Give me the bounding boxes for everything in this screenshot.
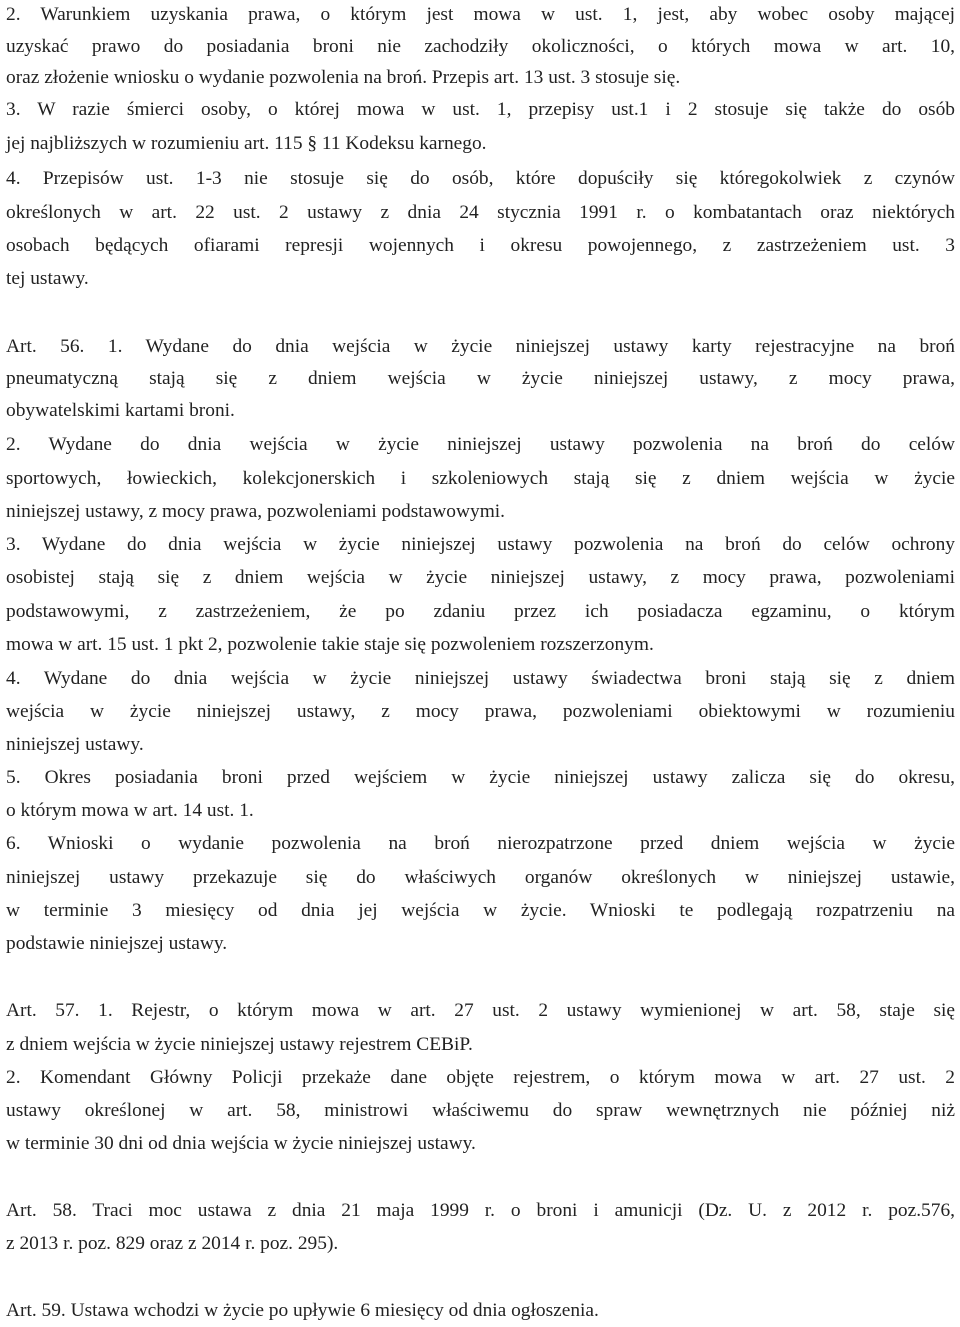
text-line: pneumatyczną stają się z dniem wejścia w życie niniejszej ustawy, z mocy prawa, xyxy=(6,368,955,389)
text-line: obywatelskimi kartami broni. xyxy=(6,400,235,421)
text-line: w terminie 30 dni od dnia wejścia w życie niniejszej ustawy. xyxy=(6,1133,476,1154)
text-line: osobach będących ofiarami represji wojennych i okresu powojennego, z zastrzeżeniem ust. 3 xyxy=(6,235,955,256)
text-line: Art. 57. 1. Rejestr, o którym mowa w art. 27 ust. 2 ustawy wymienionej w art. 58, staje się xyxy=(6,1000,955,1021)
text-line: 5. Okres posiadania broni przed wejściem w życie niniejszej ustawy zalicza się do okresu, xyxy=(6,767,955,788)
text-line: 4. Przepisów ust. 1-3 nie stosuje się do osób, które dopuściły się któregokolwiek z czynów xyxy=(6,168,955,189)
text-line: o którym mowa w art. 14 ust. 1. xyxy=(6,800,254,821)
text-line: sportowych, łowieckich, kolekcjonerskich i szkoleniowych stają się z dniem wejścia w życie xyxy=(6,468,955,489)
text-line: podstawowymi, z zastrzeżeniem, że po zdaniu przez ich posiadacza egzaminu, o którym xyxy=(6,601,955,622)
text-line: niniejszej ustawy, z mocy prawa, pozwoleniami podstawowymi. xyxy=(6,501,506,522)
text-line: z 2013 r. poz. 829 oraz z 2014 r. poz. 295). xyxy=(6,1233,339,1254)
text-line: Art. 58. Traci moc ustawa z dnia 21 maja 1999 r. o broni i amunicji (Dz. U. z 2012 r. poz.576, xyxy=(6,1200,955,1221)
text-line: 3. Wydane do dnia wejścia w życie niniejszej ustawy pozwolenia na broń do celów ochrony xyxy=(6,534,955,555)
text-line: 3. W razie śmierci osoby, o której mowa w ust. 1, przepisy ust.1 i 2 stosuje się także do osób xyxy=(6,99,955,120)
text-line: niniejszej ustawy przekazuje się do właściwych organów określonych w niniejszej ustawie, xyxy=(6,867,955,888)
text-line: ustawy określonej w art. 58, ministrowi właściwemu do spraw wewnętrznych nie później niż xyxy=(6,1100,955,1121)
text-line: Art. 59. Ustawa wchodzi w życie po upływie 6 miesięcy od dnia ogłoszenia. xyxy=(6,1300,599,1321)
text-line: w terminie 3 miesięcy od dnia jej wejścia w życie. Wnioski te podlegają rozpatrzeniu na xyxy=(6,900,955,921)
text-line: podstawie niniejszej ustawy. xyxy=(6,933,228,954)
text-line: niniejszej ustawy. xyxy=(6,734,144,755)
text-line: z dniem wejścia w życie niniejszej ustawy rejestrem CEBiP. xyxy=(6,1034,473,1055)
text-line: osobistej stają się z dniem wejścia w życie niniejszej ustawy, z mocy prawa, pozwoleniami xyxy=(6,567,955,588)
text-line: 4. Wydane do dnia wejścia w życie niniejszej ustawy świadectwa broni stają się z dniem xyxy=(6,668,955,689)
text-line: 2. Wydane do dnia wejścia w życie niniejszej ustawy pozwolenia na broń do celów xyxy=(6,434,955,455)
text-line: Art. 56. 1. Wydane do dnia wejścia w życie niniejszej ustawy karty rejestracyjne na broń xyxy=(6,336,955,357)
text-line: 2. Komendant Główny Policji przekaże dane objęte rejestrem, o którym mowa w art. 27 ust. 2 xyxy=(6,1067,955,1088)
text-line: 2. Warunkiem uzyskania prawa, o którym jest mowa w ust. 1, jest, aby wobec osoby mającej xyxy=(6,4,955,25)
text-line: wejścia w życie niniejszej ustawy, z mocy prawa, pozwoleniami obiektowymi w rozumieniu xyxy=(6,701,955,722)
text-line: 6. Wnioski o wydanie pozwolenia na broń nierozpatrzone przed dniem wejścia w życie xyxy=(6,833,955,854)
text-line: oraz złożenie wniosku o wydanie pozwolenia na broń. Przepis art. 13 ust. 3 stosuje się. xyxy=(6,67,681,88)
text-line: tej ustawy. xyxy=(6,268,89,289)
text-line: określonych w art. 22 ust. 2 ustawy z dnia 24 stycznia 1991 r. o kombatantach oraz niektórych xyxy=(6,202,955,223)
text-line: uzyskać prawo do posiadania broni nie zachodziły okoliczności, o których mowa w art. 10, xyxy=(6,36,955,57)
text-line: jej najbliższych w rozumieniu art. 115 § 11 Kodeksu karnego. xyxy=(6,133,487,154)
text-line: mowa w art. 15 ust. 1 pkt 2, pozwolenie takie staje się pozwoleniem rozszerzonym. xyxy=(6,634,654,655)
